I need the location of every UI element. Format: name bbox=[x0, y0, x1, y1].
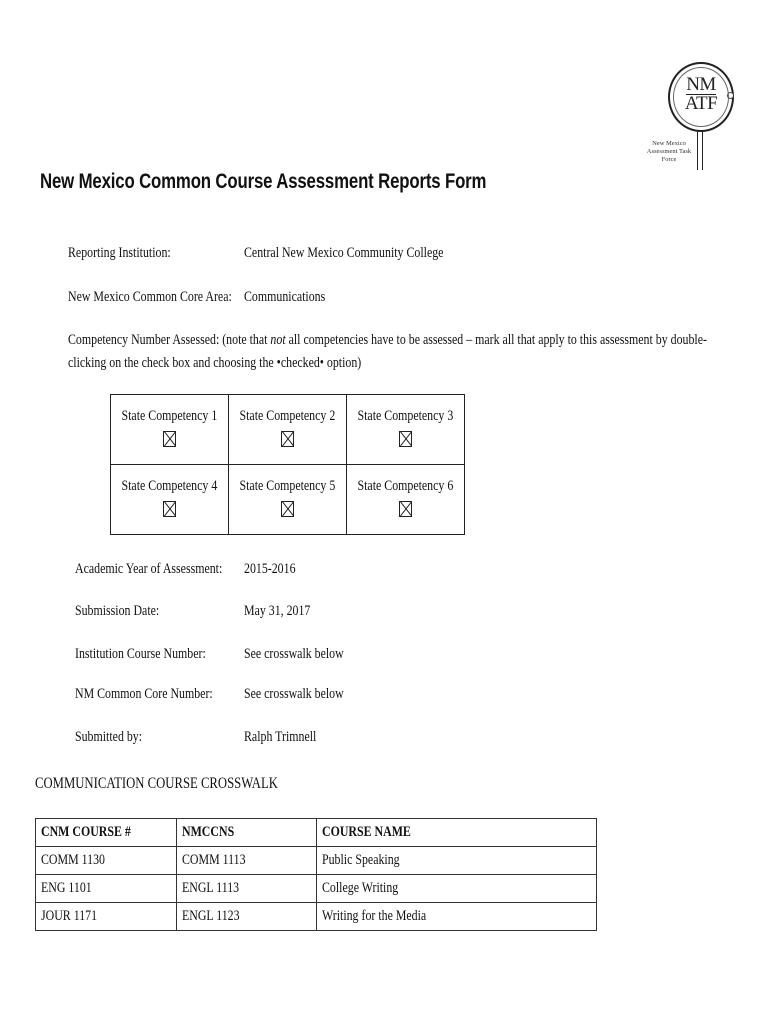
table-cell: COMM 1113 bbox=[177, 847, 317, 875]
academic-year-value[interactable]: 2015-2016 bbox=[244, 561, 296, 577]
table-cell: JOUR 1171 bbox=[36, 903, 177, 931]
nm-atf-logo bbox=[640, 60, 750, 175]
core-area-value[interactable]: Communications bbox=[244, 289, 326, 305]
table-row bbox=[36, 875, 597, 903]
submitted-by-label: Submitted by: bbox=[75, 729, 143, 745]
competency-cell bbox=[111, 465, 229, 535]
competency-cell bbox=[229, 395, 347, 465]
logo-dot bbox=[727, 92, 734, 99]
reporting-institution-label: Reporting Institution: bbox=[68, 245, 171, 261]
page-title: New Mexico Common Course Assessment Reports Form bbox=[40, 170, 487, 193]
magnifier-icon bbox=[668, 62, 734, 132]
table-cell: ENG 1101 bbox=[36, 875, 177, 903]
column-header: CNM COURSE # bbox=[36, 819, 177, 847]
competency-cell bbox=[347, 465, 465, 535]
competency-label: State Competency 3 bbox=[357, 408, 454, 424]
competency-label: State Competency 5 bbox=[239, 478, 336, 494]
nm-core-number-value[interactable]: See crosswalk below bbox=[244, 686, 344, 702]
table-header-row bbox=[36, 819, 597, 847]
submission-date-value[interactable]: May 31, 2017 bbox=[244, 603, 311, 619]
table-row bbox=[36, 847, 597, 875]
table-cell: Public Speaking bbox=[317, 847, 597, 875]
logo-line-1: NM bbox=[686, 74, 716, 95]
competency-5-checkbox[interactable] bbox=[281, 501, 294, 517]
competency-label: State Competency 1 bbox=[121, 408, 218, 424]
institution-course-number-label: Institution Course Number: bbox=[75, 646, 206, 662]
academic-year-label: Academic Year of Assessment: bbox=[75, 561, 223, 577]
reporting-institution-value[interactable]: Central New Mexico Community College bbox=[244, 245, 444, 261]
competency-cell bbox=[229, 465, 347, 535]
competency-3-checkbox[interactable] bbox=[399, 431, 412, 447]
table-cell: ENGL 1113 bbox=[177, 875, 317, 903]
column-header: COURSE NAME bbox=[317, 819, 597, 847]
table-cell: ENGL 1123 bbox=[177, 903, 317, 931]
crosswalk-heading: COMMUNICATION COURSE CROSSWALK bbox=[35, 775, 278, 792]
institution-course-number-value[interactable]: See crosswalk below bbox=[244, 646, 344, 662]
logo-line-2: ATF bbox=[684, 93, 718, 114]
logo-divider bbox=[686, 94, 716, 95]
competency-6-checkbox[interactable] bbox=[399, 501, 412, 517]
competency-4-checkbox[interactable] bbox=[163, 501, 176, 517]
table-cell: COMM 1130 bbox=[36, 847, 177, 875]
column-header: NMCCNS bbox=[177, 819, 317, 847]
competency-label: State Competency 4 bbox=[121, 478, 218, 494]
competency-label: State Competency 2 bbox=[239, 408, 336, 424]
competency-cell bbox=[347, 395, 465, 465]
crosswalk-table bbox=[35, 818, 597, 931]
table-row bbox=[36, 903, 597, 931]
competency-label: State Competency 6 bbox=[357, 478, 454, 494]
submitted-by-value[interactable]: Ralph Trimnell bbox=[244, 729, 317, 745]
competency-1-checkbox[interactable] bbox=[163, 431, 176, 447]
competency-grid bbox=[110, 394, 465, 535]
core-area-label: New Mexico Common Core Area: bbox=[68, 289, 232, 305]
logo-caption: New Mexico Assessment Task Force bbox=[646, 140, 692, 163]
nm-core-number-label: NM Common Core Number: bbox=[75, 686, 213, 702]
table-cell: College Writing bbox=[317, 875, 597, 903]
table-cell: Writing for the Media bbox=[317, 903, 597, 931]
competency-instructions: Competency Number Assessed: (note that not all competencies have to be assessed – mark all that apply to this assessment by double-clicking on the check box and choosing the •checked• option) bbox=[68, 332, 707, 371]
submission-date-label: Submission Date: bbox=[75, 603, 160, 619]
competency-cell bbox=[111, 395, 229, 465]
competency-2-checkbox[interactable] bbox=[281, 431, 294, 447]
